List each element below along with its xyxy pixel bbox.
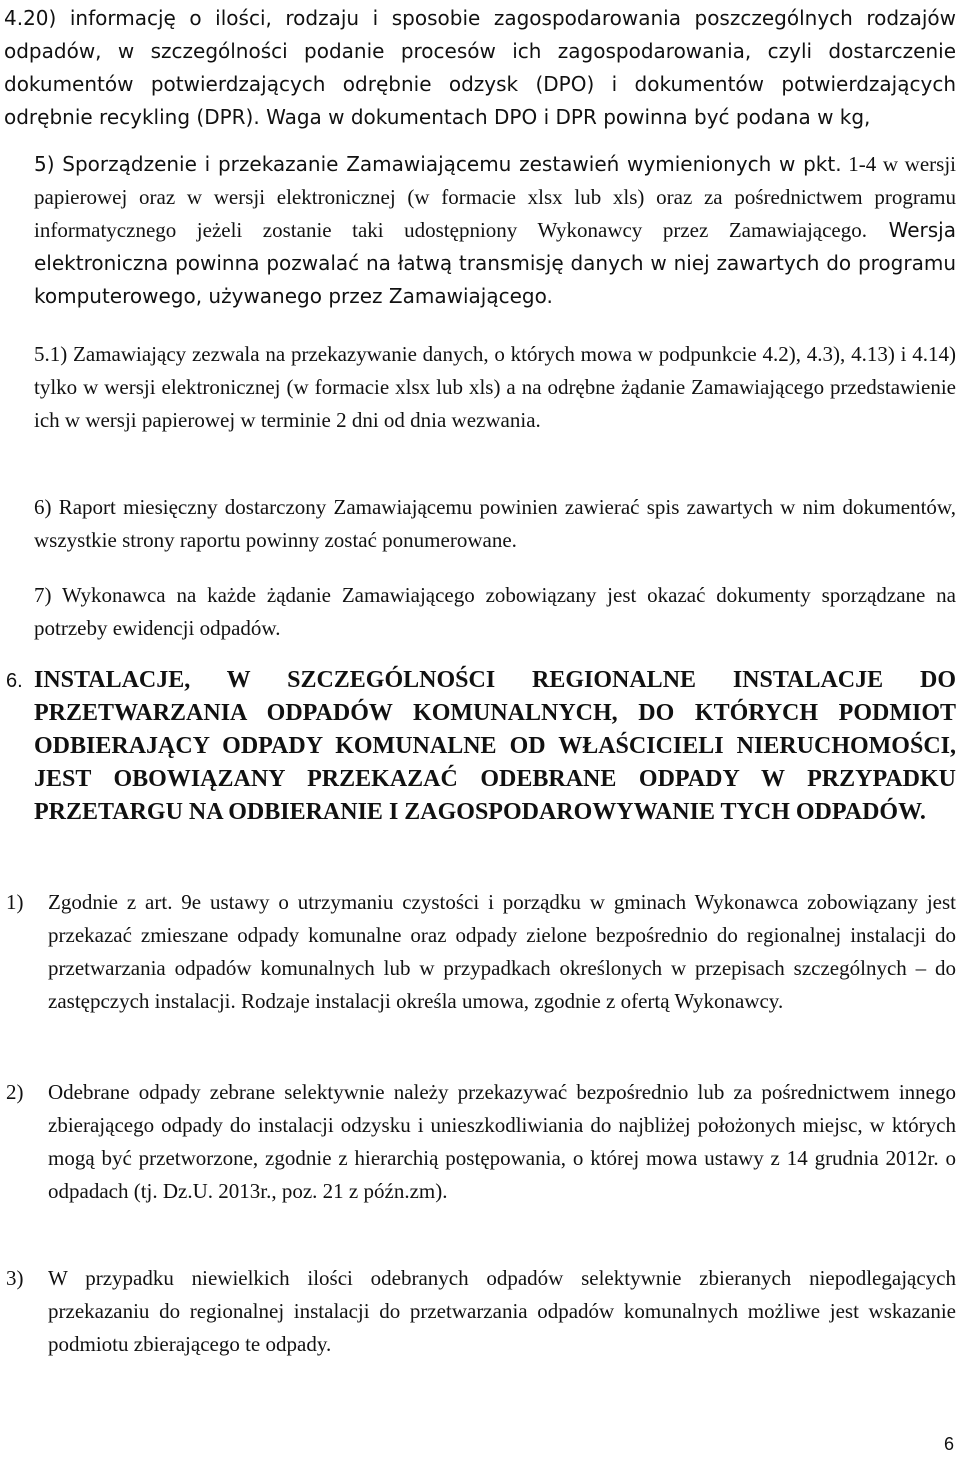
paragraph-4-20: 4.20) informację o ilości, rodzaju i sposobie zagospodarowania poszczególnych rodzajów odpadów, w szczególności podanie procesów ich zagospodarowania, czyli dostarczenie dokumentów potwierdzających odrębnie odzysk (DPO) i dokumentów potwierdzających odrębnie recykling (DPR). Waga w dokumentach DPO i DPR powinna być podana w kg,	[4, 6, 956, 129]
page-number: 6	[943, 1434, 954, 1454]
paragraph-6: 6) Raport miesięczny dostarczony Zamawiającemu powinien zawierać spis zawartych w nim dokumentów, wszystkie strony raportu powinny zostać ponumerowane.	[34, 495, 956, 552]
paragraph-5	[34, 148, 956, 313]
section-heading	[6, 664, 956, 829]
list-item-text: Zgodnie z art. 9e ustawy o utrzymaniu czystości i porządku w gminach Wykonawca zobowiązany jest przekazać zmieszane odpady komunalne oraz odpady zielone bezpośrednio do regionalnej instalacji do przetwarzania odpadów komunalnych lub w przypadkach określonych w przepisach szczególnych – do zastępczych instalacji. Rodzaje instalacji określa umowa, zgodnie z ofertą Wykonawcy.	[48, 890, 956, 1013]
list-item-marker: 3)	[6, 1266, 24, 1290]
paragraph-5-intro: 5) Sporządzenie i przekazanie Zamawiającemu zestawień wymienionych w pkt.	[34, 152, 842, 176]
list-item-text: W przypadku niewielkich ilości odebranych odpadów selektywnie zbieranych niepodlegających przekazaniu do regionalnej instalacji do przetwarzania odpadów komunalnych możliwe jest wskazanie podmiotu zbierającego te odpady.	[48, 1266, 956, 1356]
paragraph-5-1: 5.1) Zamawiający zezwala na przekazywanie danych, o których mowa w podpunkcie 4.2), 4.3), 4.13) i 4.14) tylko w wersji elektronicznej (w formacie xlsx lub xls) a na odrębne żądanie Zamawiającego przedstawienie ich w wersji papierowej w terminie 2 dni od dnia wezwania.	[34, 342, 956, 432]
list-item-3	[6, 1262, 956, 1361]
list-item-marker: 2)	[6, 1080, 24, 1104]
paragraph-5-tail: Wersja elektroniczna powinna pozwalać na łatwą transmisję danych w niej zawartych do programu komputerowego, używanego przez Zamawiającego.	[34, 218, 956, 308]
paragraph-5-body: 1-4 w wersji papierowej oraz w wersji elektronicznej (w formacie xlsx lub xls) oraz za pośrednictwem programu informatycznego jeżeli zostanie taki udostępniony Wykonawcy przez Zamawiającego.	[34, 152, 956, 242]
list-item-marker: 1)	[6, 890, 24, 914]
section-title: INSTALACJE, W SZCZEGÓLNOŚCI REGIONALNE INSTALACJE DO PRZETWARZANIA ODPADÓW KOMUNALNYCH, DO KTÓRYCH PODMIOT ODBIERAJĄCY ODPADY KOMUNALNE OD WŁAŚCICIELI NIERUCHOMOŚCI, JEST OBOWIĄZANY PRZEKAZAĆ ODEBRANE ODPADY W PRZYPADKU PRZETARGU NA ODBIERANIE I ZAGOSPODAROWYWANIE TYCH ODPADÓW.	[34, 667, 956, 825]
list-item-2	[6, 1076, 956, 1208]
list-item-1	[6, 886, 956, 1018]
section-number: 6.	[6, 670, 23, 692]
list-item-text: Odebrane odpady zebrane selektywnie należy przekazywać bezpośrednio lub za pośrednictwem innego zbierającego odpady do instalacji odzysku i unieszkodliwiania do najbliżej położonych miejsc, w których mogą być przetworzone, zgodnie z hierarchią postępowania, o której mowa ustawy z 14 grudnia 2012r. o odpadach (tj. Dz.U. 2013r., poz. 21 z późn.zm).	[48, 1080, 956, 1203]
paragraph-7: 7) Wykonawca na każde żądanie Zamawiającego zobowiązany jest okazać dokumenty sporządzane na potrzeby ewidencji odpadów.	[34, 583, 956, 640]
